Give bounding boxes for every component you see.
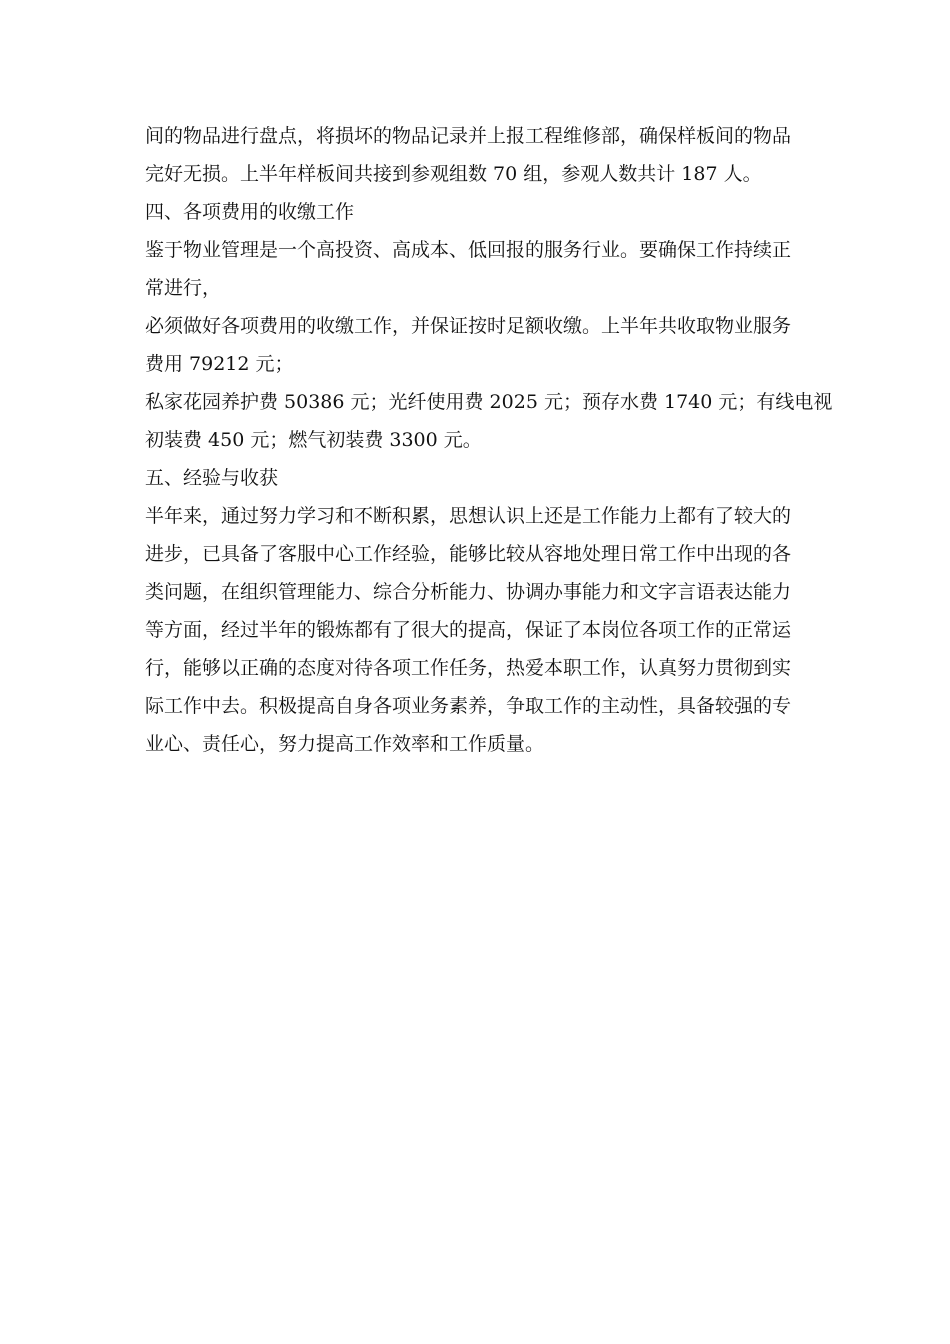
section-heading: 四、各项费用的收缴工作 xyxy=(145,201,355,223)
paragraph-line: 完好无损。上半年样板间共接到参观组数 70 组，参观人数共计 187 人。 xyxy=(145,163,762,185)
paragraph-line: 常进行， xyxy=(145,277,222,299)
document-body xyxy=(145,117,833,763)
paragraph-line: 半年来，通过努力学习和不断积累，思想认识上还是工作能力上都有了较大的 xyxy=(145,505,792,527)
paragraph-line: 业心、责任心，努力提高工作效率和工作质量。 xyxy=(145,733,545,755)
paragraph-line: 等方面，经过半年的锻炼都有了很大的提高，保证了本岗位各项工作的正常运 xyxy=(145,619,792,641)
paragraph-line: 必须做好各项费用的收缴工作，并保证按时足额收缴。上半年共收取物业服务 xyxy=(145,315,792,337)
paragraph-line: 鉴于物业管理是一个高投资、高成本、低回报的服务行业。要确保工作持续正 xyxy=(145,239,792,261)
paragraph-line: 行，能够以正确的态度对待各项工作任务，热爱本职工作，认真努力贯彻到实 xyxy=(145,657,792,679)
paragraph-line: 类问题，在组织管理能力、综合分析能力、协调办事能力和文字言语表达能力 xyxy=(145,581,792,603)
paragraph-line: 际工作中去。积极提高自身各项业务素养，争取工作的主动性，具备较强的专 xyxy=(145,695,792,717)
paragraph-line: 费用 79212 元； xyxy=(145,353,294,375)
paragraph-line: 私家花园养护费 50386 元；光纤使用费 2025 元；预存水费 1740 元；有线电视 xyxy=(145,391,833,413)
paragraph-line: 进步，已具备了客服中心工作经验，能够比较从容地处理日常工作中出现的各 xyxy=(145,543,792,565)
paragraph-line: 初装费 450 元；燃气初装费 3300 元。 xyxy=(145,429,482,451)
section-heading: 五、经验与收获 xyxy=(145,467,279,489)
paragraph-line: 间的物品进行盘点，将损坏的物品记录并上报工程维修部，确保样板间的物品 xyxy=(145,125,792,147)
